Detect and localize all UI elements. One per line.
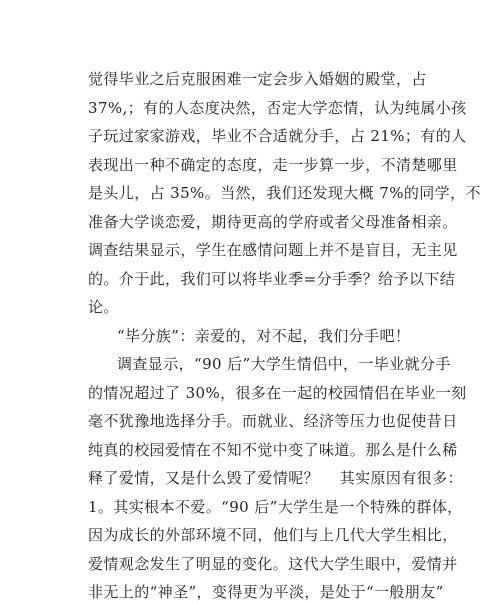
text-line: 调查显示，“90 后”大学生情侣中，一毕业就分手 [117,355,451,373]
text-line: 论。 [88,298,119,316]
text-line: 调查结果显示，学生在感情问题上并不是盲目，无主见 [88,241,458,259]
text-line: 1。其实根本不爱。“90 后”大学生是一个特殊的群体， [88,498,463,516]
text-line: 的情况超过了 30%，很多在一起的校园情侣在毕业一刻 [88,384,467,402]
section-heading: “毕分族”：亲爱的，对不起，我们分手吧！ [117,327,411,345]
text-line: 毫不犹豫地选择分手。而就业、经济等压力也促使昔日 [88,412,458,430]
text-line: 纯真的校园爱情在不知不觉中变了味道。那么是什么稀 [88,441,458,459]
text-line: 37%,；有的人态度决然，否定大学恋情，认为纯属小孩 [88,99,467,117]
text-line: 的。介于此，我们可以将毕业季=分手季？给予以下结 [88,270,456,288]
text-line: 子玩过家家游戏，毕业不合适就分手，占 21%；有的人 [88,127,467,145]
text-line: 表现出一种不确定的态度，走一步算一步，不清楚哪里 [88,156,458,174]
text-line: 是头儿，占 35%。当然，我们还发现大概 7%的同学，不 [88,184,481,202]
text-line: 因为成长的外部环境不同，他们与上几代大学生相比， [88,526,458,544]
text-line: 非无上的“神圣”，变得更为平淡，是处于“一般朋友” [88,583,444,601]
text-line: 准备大学谈恋爱，期待更高的学府或者父母准备相亲。 [88,213,458,231]
text-line: 爱情观念发生了明显的变化。这代大学生眼中，爱情并 [88,555,458,573]
text-line: 觉得毕业之后克服困难一定会步入婚姻的殿堂，占 [88,70,427,88]
text-line: 释了爱情，又是什么毁了爱情呢？ 其实原因有很多： [88,469,463,487]
